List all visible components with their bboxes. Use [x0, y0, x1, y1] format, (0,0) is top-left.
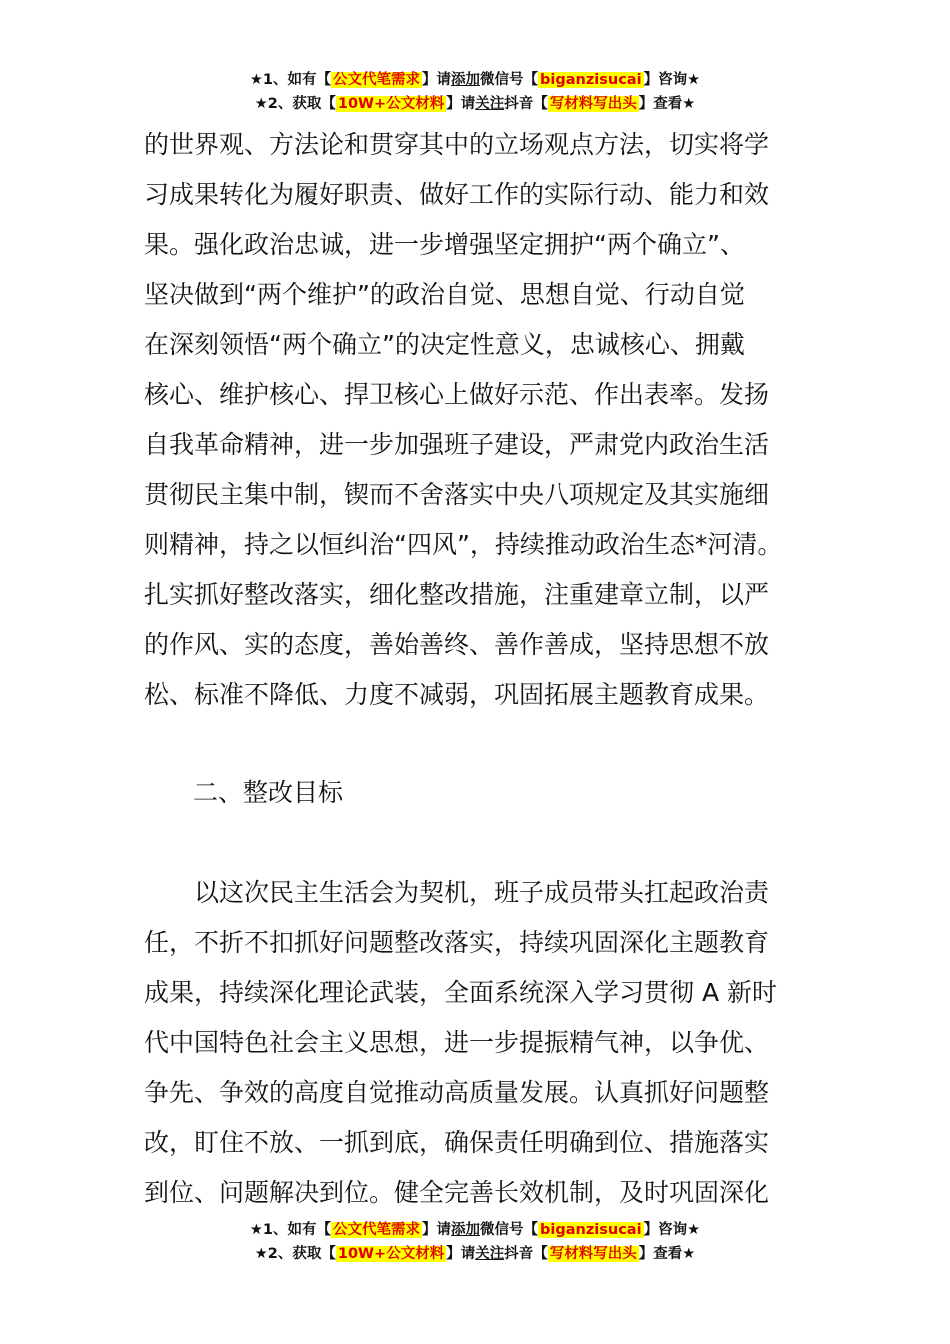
- text-line: 习成果转化为履好职责、做好工作的实际行动、能力和效: [144, 180, 770, 209]
- banner-underline: 添加: [451, 1222, 481, 1238]
- section-heading: [193, 768, 873, 818]
- banner-highlight: biganzisucai: [540, 1222, 642, 1238]
- banner-highlight: 写材料写出头: [549, 1246, 637, 1262]
- banner-text: 抖音【: [504, 96, 548, 112]
- banner-underline: 添加: [451, 72, 481, 88]
- text-line: 扎实抓好整改落实，细化整改措施，注重建章立制，以严: [144, 580, 770, 609]
- text-line: 到位、问题解决到位。健全完善长效机制，及时巩固深化: [144, 1178, 770, 1207]
- paragraph-1: [144, 120, 824, 720]
- text-line: 的作风、实的态度，善始善终、善作善成，坚持思想不放: [144, 630, 770, 659]
- banner-text: 】请: [422, 1222, 452, 1238]
- paragraph-2: [144, 868, 824, 1218]
- text-line: 核心、维护核心、捍卫核心上做好示范、作出表率。发扬: [144, 380, 770, 409]
- banner-highlight: 10W+公文材料: [337, 1246, 445, 1262]
- text-line: 则精神，持之以恒纠治“四风”，持续推动政治生态*河清。: [144, 530, 783, 559]
- header-banner: [0, 68, 950, 116]
- banner-text: 微信号【: [480, 1222, 539, 1238]
- heading-text: 二、整改目标: [193, 778, 344, 807]
- text-line: 贯彻民主集中制，锲而不舍落实中央八项规定及其实施细: [144, 480, 770, 509]
- banner-underline: 关注: [475, 96, 505, 112]
- banner-highlight: 公文代笔需求: [333, 72, 421, 88]
- banner-underline: 关注: [475, 1246, 505, 1262]
- banner-line-2: [0, 92, 950, 116]
- banner-text: 】请: [446, 1246, 476, 1262]
- text-line: 代中国特色社会主义思想，进一步提振精气神，以争优、: [144, 1028, 770, 1057]
- footer-banner: [0, 1218, 950, 1266]
- text-line: 的世界观、方法论和贯穿其中的立场观点方法，切实将学: [144, 130, 770, 159]
- banner-text: 】咨询★: [643, 1222, 701, 1238]
- text-line: 坚决做到“两个维护”的政治自觉、思想自觉、行动自觉: [144, 280, 745, 309]
- text-line: 果。强化政治忠诚，进一步增强坚定拥护“两个确立”、: [144, 230, 745, 259]
- text-line: 改，盯住不放、一抓到底，确保责任明确到位、措施落实: [144, 1128, 770, 1157]
- banner-highlight: 10W+公文材料: [337, 96, 445, 112]
- text-line: 自我革命精神，进一步加强班子建设，严肃党内政治生活: [144, 430, 770, 459]
- banner-text: ★2、获取【: [254, 1246, 336, 1262]
- banner-text: ★2、获取【: [254, 96, 336, 112]
- banner-text: 微信号【: [480, 72, 539, 88]
- banner-text: ★1、如有【: [249, 72, 332, 88]
- banner-text: 抖音【: [504, 1246, 548, 1262]
- banner-highlight: 公文代笔需求: [333, 1222, 421, 1238]
- banner-text: 】请: [422, 72, 452, 88]
- banner-text: 】查看★: [638, 1246, 696, 1262]
- text-line: 成果，持续深化理论武装，全面系统深入学习贯彻 A 新时: [144, 978, 777, 1007]
- banner-line-2: [0, 1242, 950, 1266]
- banner-line-1: [0, 1218, 950, 1242]
- banner-highlight: 写材料写出头: [549, 96, 637, 112]
- text-line: 任，不折不扣抓好问题整改落实，持续巩固深化主题教育: [144, 928, 770, 957]
- banner-text: 】请: [446, 96, 476, 112]
- banner-highlight: biganzisucai: [540, 72, 642, 88]
- banner-line-1: [0, 68, 950, 92]
- banner-text: 】查看★: [638, 96, 696, 112]
- banner-text: ★1、如有【: [249, 1222, 332, 1238]
- text-line: 以这次民主生活会为契机，班子成员带头扛起政治责: [194, 878, 770, 907]
- text-line: 争先、争效的高度自觉推动高质量发展。认真抓好问题整: [144, 1078, 770, 1107]
- banner-text: 】咨询★: [643, 72, 701, 88]
- text-line: 松、标准不降低、力度不减弱，巩固拓展主题教育成果。: [144, 680, 770, 709]
- text-line: 在深刻领悟“两个确立”的决定性意义，忠诚核心、拥戴: [144, 330, 745, 359]
